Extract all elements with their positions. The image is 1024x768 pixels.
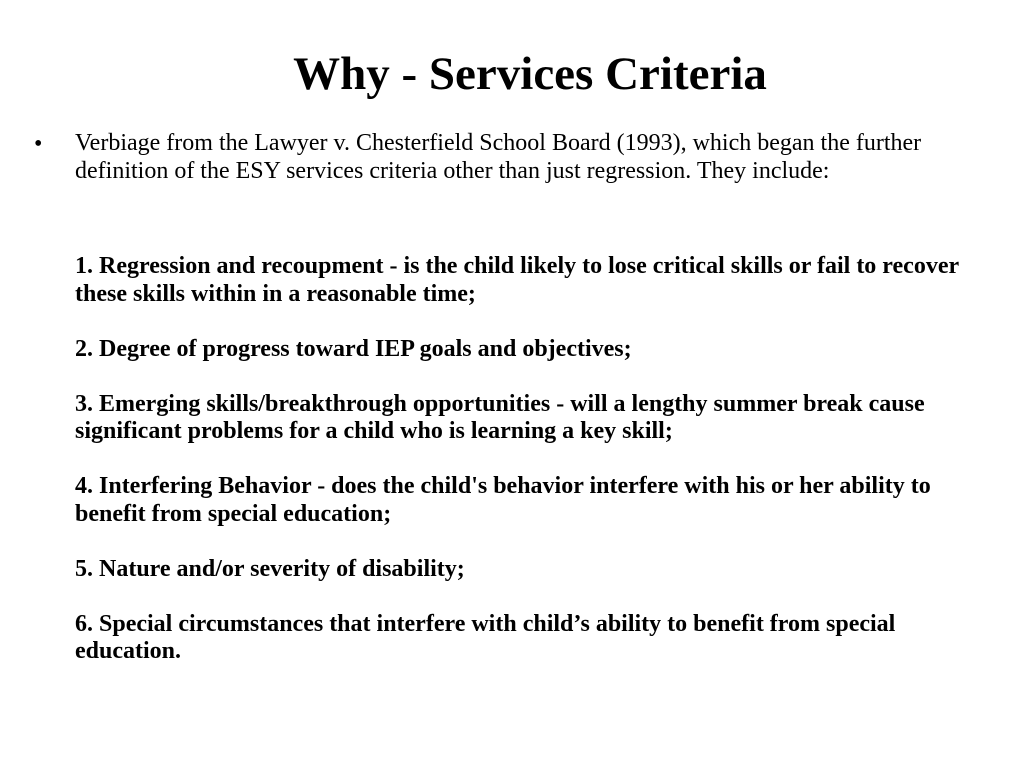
criteria-item-6: 6. Special circumstances that interfere with child’s ability to benefit from special education. — [75, 610, 896, 664]
criteria-item-1: 1. Regression and recoupment - is the child likely to lose critical skills or fail to recover these skills within in a reasonable time; — [75, 253, 959, 307]
bullet-item — [34, 130, 994, 185]
bullet-dot-icon: • — [34, 131, 43, 157]
intro-text: Verbiage from the Lawyer v. Chesterfield School Board (1993), which began the further definition of the ESY services criteria other than just regression. They include: — [75, 130, 922, 184]
criteria-item-2: 2. Degree of progress toward IEP goals and objectives; — [75, 335, 632, 362]
criteria-item-5: 5. Nature and/or severity of disability; — [75, 555, 465, 582]
criteria-item-3: 3. Emerging skills/breakthrough opportunities - will a lengthy summer break cause significant problems for a child who is learning a key skill; — [75, 390, 925, 444]
criteria-item-4: 4. Interfering Behavior - does the child's behavior interfere with his or her ability to benefit from special education; — [75, 473, 931, 527]
slide-title: Why - Services Criteria — [293, 48, 767, 100]
criteria-list — [75, 253, 985, 693]
